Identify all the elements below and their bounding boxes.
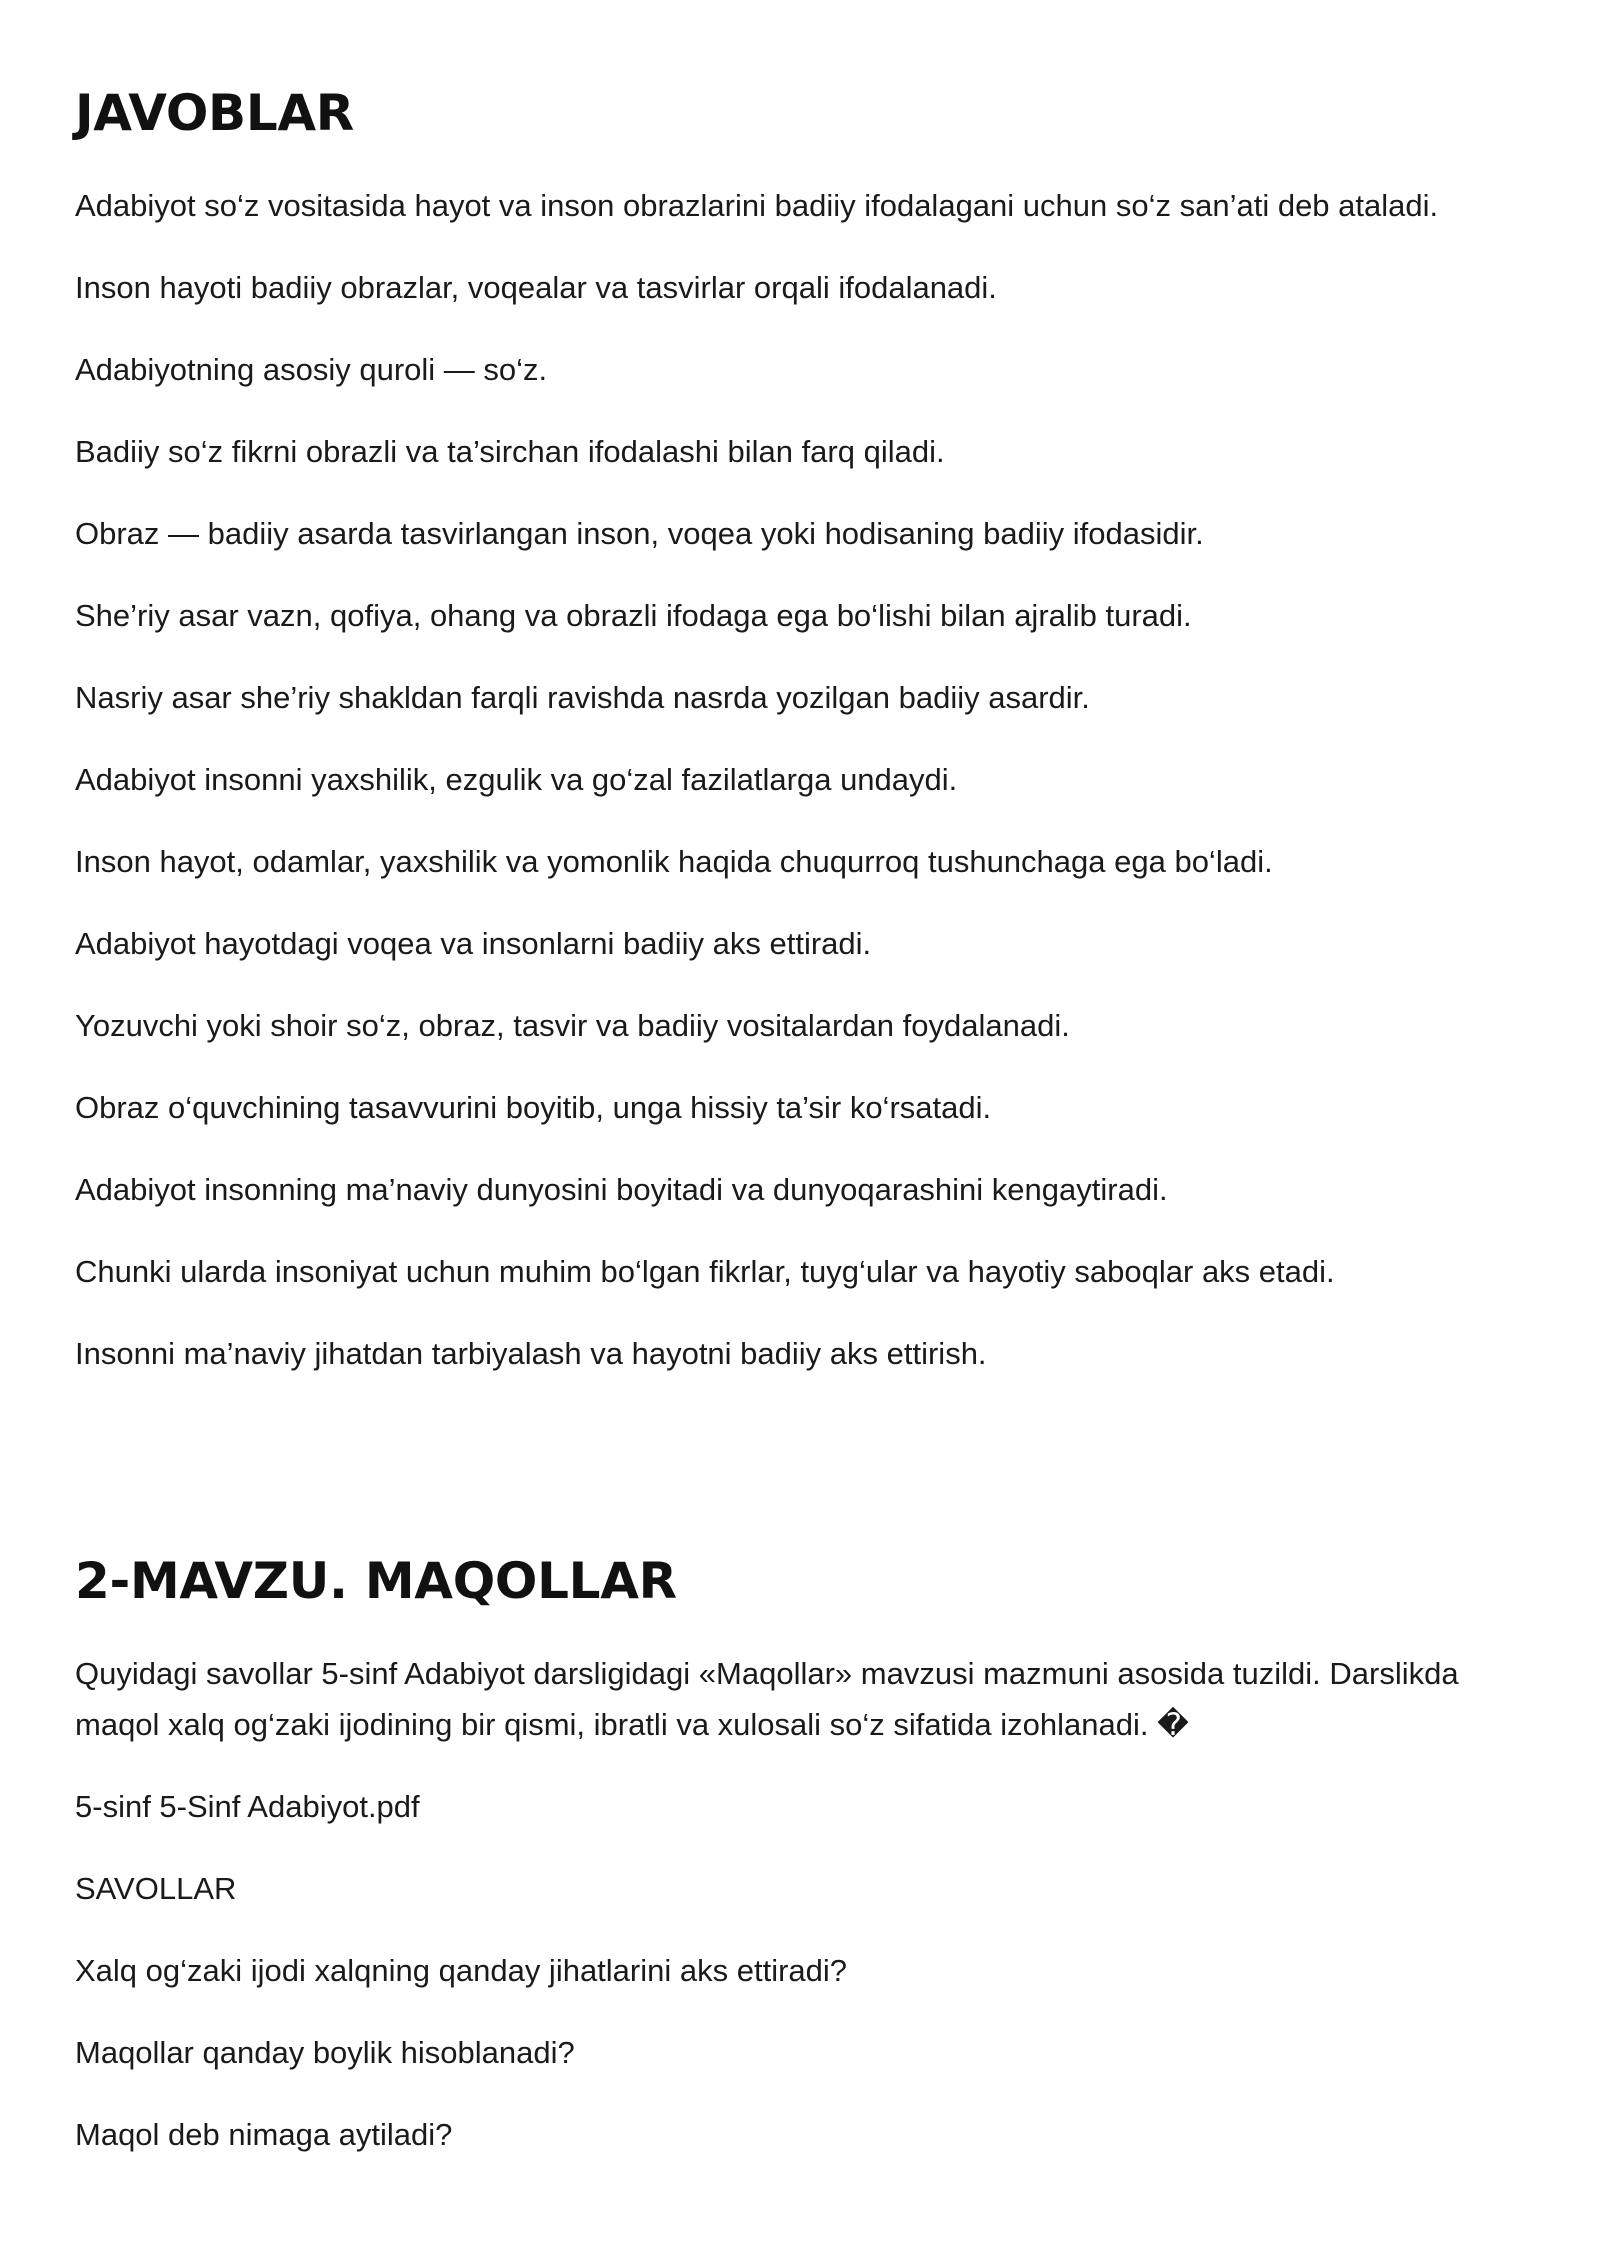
answer-paragraph: Obraz — badiiy asarda tasvirlangan inson, voqea yoki hodisaning badiiy ifodasidir. (75, 516, 1204, 551)
topic-intro: Quyidagi savollar 5-sinf Adabiyot darsligidagi «Maqollar» mavzusi mazmuni asosida tuzildi. Darslikda maqol xalq og‘zaki ijodining bir qismi, ibratli va xulosali so‘z sifatida izohlanadi. � (75, 1656, 1459, 1742)
answer-paragraph: Adabiyot insonni yaxshilik, ezgulik va go‘zal fazilatlarga undaydi. (75, 762, 958, 797)
answer-paragraph: She’riy asar vazn, qofiya, ohang va obrazli ifodaga ega bo‘lishi bilan ajralib turadi. (75, 598, 1192, 633)
topic-content (75, 1648, 1535, 2191)
answer-paragraph: Obraz o‘quvchining tasavvurini boyitib, unga hissiy ta’sir ko‘rsatadi. (75, 1090, 992, 1125)
answer-paragraph: Adabiyotning asosiy quroli — so‘z. (75, 352, 548, 387)
answer-paragraph: Insonni ma’naviy jihatdan tarbiyalash va hayotni badiiy aks ettirish. (75, 1336, 987, 1371)
answer-paragraph: Yozuvchi yoki shoir so‘z, obraz, tasvir va badiiy vositalardan foydalanadi. (75, 1008, 1070, 1043)
question-item: Xalq og‘zaki ijodi xalqning qanday jihatlarini aks ettiradi? (75, 1953, 848, 1988)
answer-paragraph: Adabiyot insonning ma’naviy dunyosini boyitadi va dunyoqarashini kengaytiradi. (75, 1172, 1168, 1207)
answers-list (75, 180, 1535, 1410)
question-item: Maqollar qanday boylik hisoblanadi? (75, 2035, 575, 2070)
section-heading-maqollar: 2-MAVZU. MAQOLLAR (75, 1552, 677, 1610)
answer-paragraph: Inson hayot, odamlar, yaxshilik va yomonlik haqida chuqurroq tushunchaga ega bo‘ladi. (75, 844, 1273, 879)
section-heading-javoblar: JAVOBLAR (75, 84, 354, 142)
questions-label: SAVOLLAR (75, 1871, 237, 1906)
answer-paragraph: Adabiyot hayotdagi voqea va insonlarni badiiy aks ettiradi. (75, 926, 872, 961)
answer-paragraph: Badiiy so‘z fikrni obrazli va ta’sirchan ifodalashi bilan farq qiladi. (75, 434, 945, 469)
source-reference: 5-sinf 5-Sinf Adabiyot.pdf (75, 1789, 420, 1824)
question-item: Maqol deb nimaga aytiladi? (75, 2117, 453, 2152)
answer-paragraph: Chunki ularda insoniyat uchun muhim bo‘lgan fikrlar, tuyg‘ular va hayotiy saboqlar aks etadi. (75, 1254, 1335, 1289)
answer-paragraph: Nasriy asar she’riy shakldan farqli ravishda nasrda yozilgan badiiy asardir. (75, 680, 1090, 715)
answer-paragraph: Adabiyot so‘z vositasida hayot va inson obrazlarini badiiy ifodalagani uchun so‘z san’ati deb ataladi. (75, 188, 1439, 223)
answer-paragraph: Inson hayoti badiiy obrazlar, voqealar va tasvirlar orqali ifodalanadi. (75, 270, 997, 305)
